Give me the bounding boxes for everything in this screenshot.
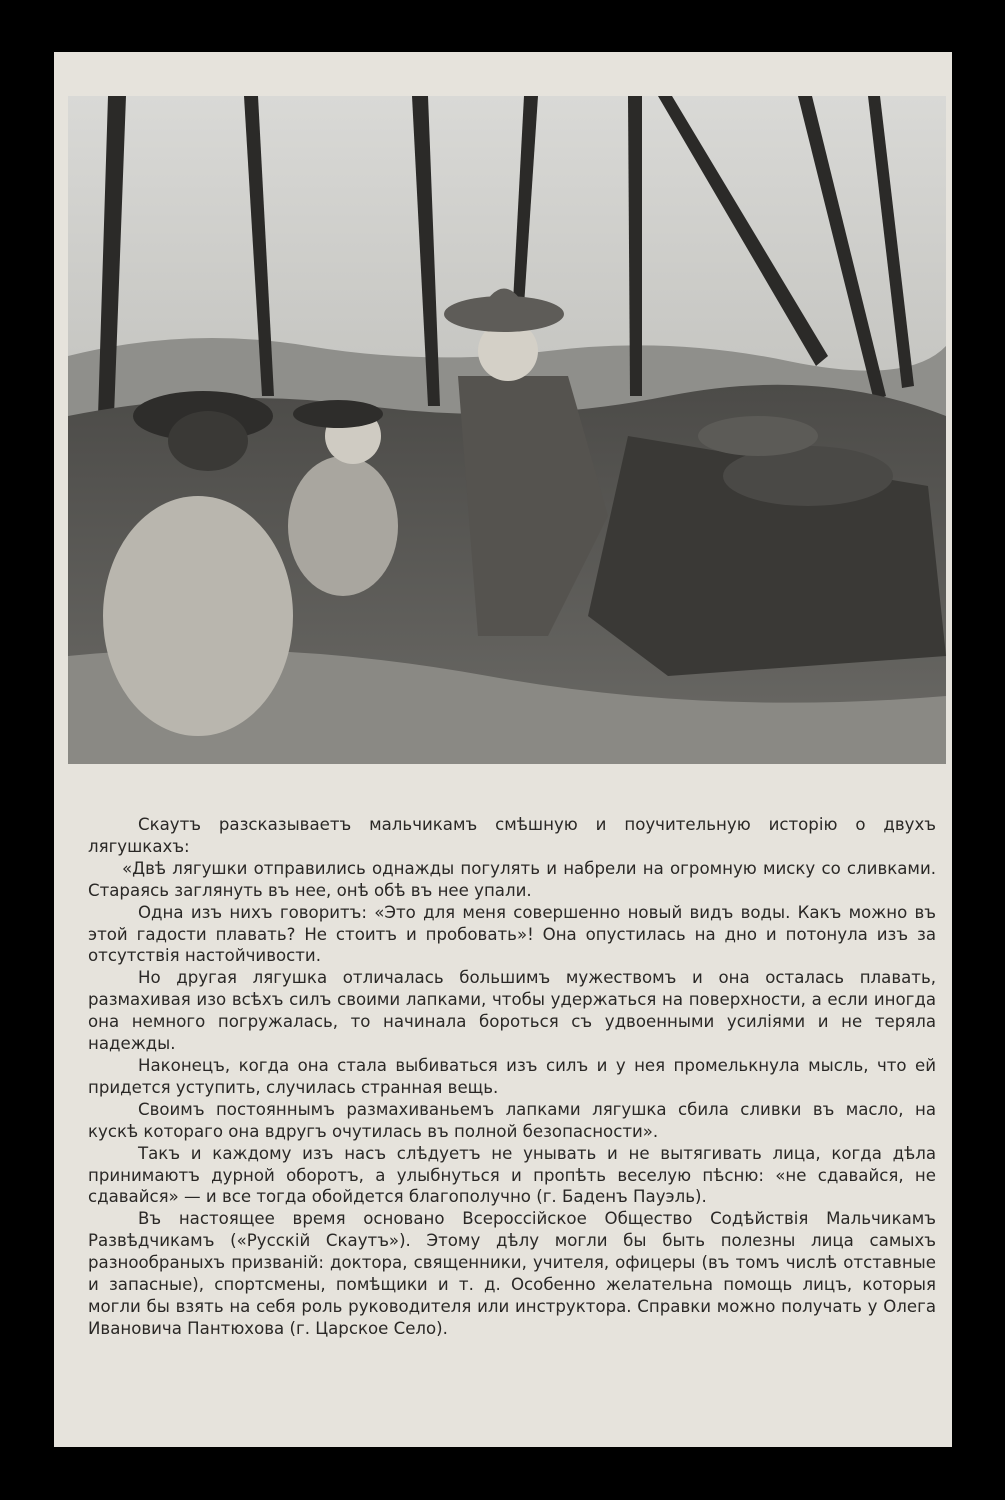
story-intro: Скаутъ разсказываетъ мальчикамъ смѣшную и поучительную исторію о двухъ лягушкахъ:	[88, 815, 936, 856]
scout-photograph	[68, 96, 946, 764]
postcard	[54, 52, 952, 1447]
story-moral: Такъ и каждому изъ насъ слѣдуетъ не унывать и не вытягивать лица, когда дѣла принимаютъ дурной оборотъ, а улыбнуться и пропѣть веселую пѣсню: «не сдавайся, не сдавайся» — и все тогда обойдется благополучно (г. Баденъ Пауэль).	[88, 1143, 936, 1207]
photo-illustration	[68, 96, 946, 764]
story-paragraph: Но другая лягушка отличалась большимъ мужествомъ и она осталась плавать, размахивая изо всѣхъ силъ своими лапками, чтобы удержаться на поверхности, а если иногда она немного погружалась, то начинала бороться съ удвоенными усиліями и не теряла надежды.	[88, 968, 936, 1054]
story-paragraph: Наконецъ, когда она стала выбиваться изъ силъ и у нея промелькнула мысль, что ей придется уступить, случилась странная вещь.	[88, 1055, 936, 1097]
society-notice: Въ настоящее время основано Всероссійское Общество Содѣйствія Мальчикамъ Развѣдчикамъ («Русскій Скаутъ»). Этому дѣлу могли бы быть полезны лица самыхъ разнообраныхъ призваній: доктора, священники, учителя, офицеры (въ томъ числѣ отставные и запасные), спортсмены, помѣщики и т. д. Особенно желательна помощь лицъ, которыя могли бы взять на себя роль руководителя или инструктора. Справки можно получать у Олега Ивановича Пантюхова (г. Царское Село).	[88, 1209, 936, 1338]
story-paragraph: Своимъ постояннымъ размахиваньемъ лапками лягушка сбила сливки въ масло, на кускѣ котораго она вдругъ очутилась въ полной безопасности».	[88, 1099, 936, 1141]
story-paragraph: Одна изъ нихъ говоритъ: «Это для меня совершенно новый видъ воды. Какъ можно въ этой гадости плавать? Не стоитъ и пробовать»! Она опустилась на дно и потонула изъ за отсутствія настойчивости.	[88, 902, 936, 966]
story-text	[88, 814, 936, 1340]
story-paragraph: «Двѣ лягушки отправились однажды погулять и набрели на огромную миску со сливками. Стараясь заглянуть въ нее, онѣ обѣ въ нее упали.	[88, 858, 936, 900]
